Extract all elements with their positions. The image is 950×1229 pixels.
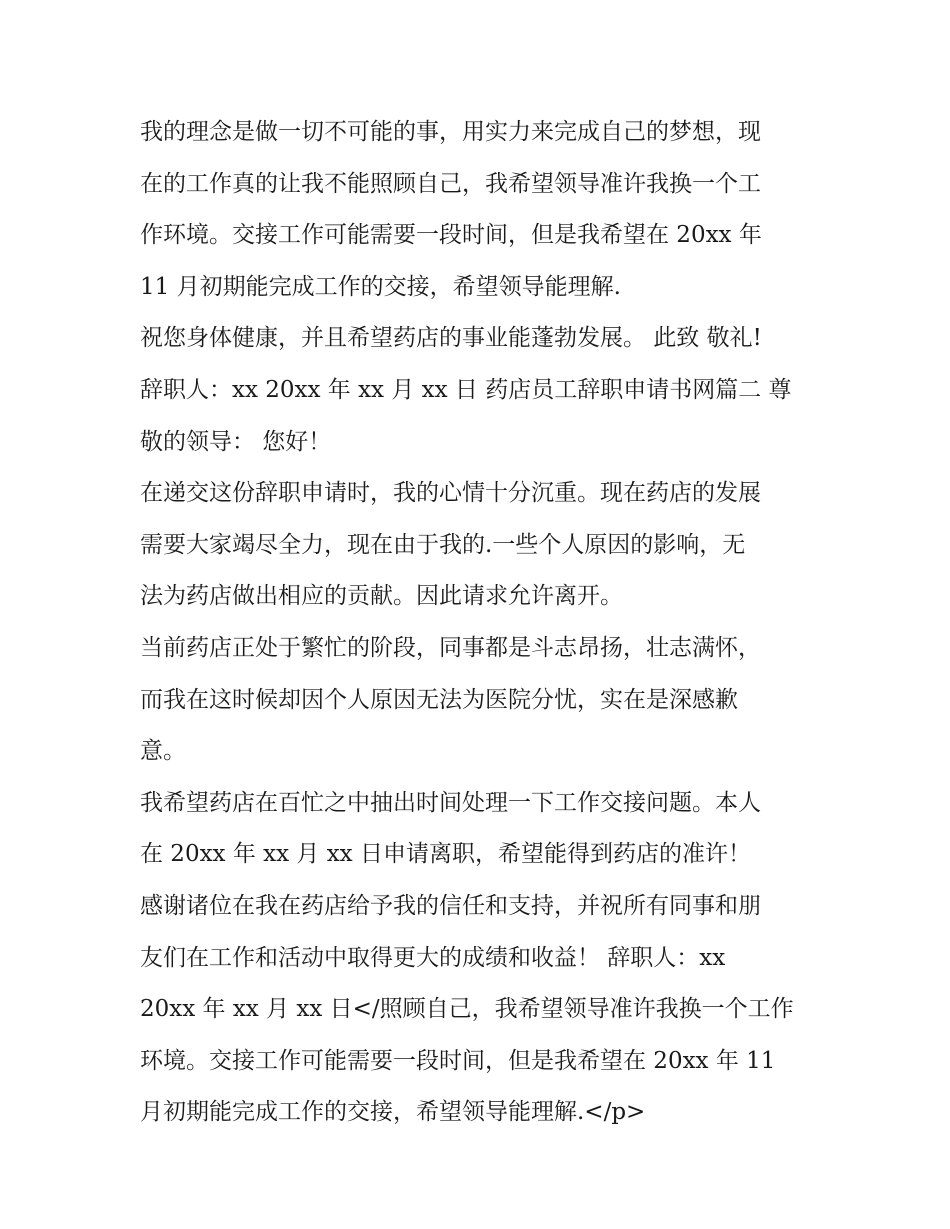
text-line: 而我在这时候却因个人原因无法为医院分忧，实在是深感歉 — [140, 686, 738, 713]
text-line: 20xx 年 xx 月 xx 日</照顾自己，我希望领导准许我换一个工作 — [140, 996, 794, 1023]
text-line: 感谢诸位在我在药店给予我的信任和支持，并祝所有同事和朋 — [140, 892, 761, 919]
document-body — [140, 107, 820, 1139]
text-line: 作环境。交接工作可能需要一段时间，但是我希望在 20xx 年 — [140, 222, 762, 249]
text-line: 友们在工作和活动中取得更大的成绩和收益！ 辞职人：xx — [140, 944, 726, 971]
text-line: 祝您身体健康，并且希望药店的事业能蓬勃发展。 此致 敬礼! — [140, 325, 762, 352]
text-line: 环境。交接工作可能需要一段时间，但是我希望在 20xx 年 11 — [140, 1047, 776, 1074]
text-line: 我的理念是做一切不可能的事，用实力来完成自己的梦想，现 — [140, 119, 761, 145]
text-line: 在递交这份辞职申请时，我的心情十分沉重。现在药店的发展 — [140, 480, 761, 507]
text-line: 在的工作真的让我不能照顾自己，我希望领导准许我换一个工 — [140, 170, 761, 197]
text-line: 意。 — [140, 738, 186, 765]
text-line: 辞职人：xx 20xx 年 xx 月 xx 日 药店员工辞职申请书网篇二 尊 — [140, 376, 792, 403]
text-line: 敬的领导： 您好！ — [140, 428, 332, 455]
text-line: 月初期能完成工作的交接，希望领导能理解.</p> — [140, 1099, 646, 1126]
text-line: 当前药店正处于繁忙的阶段，同事都是斗志昂扬，壮志满怀， — [140, 634, 761, 661]
text-line: 我希望药店在百忙之中抽出时间处理一下工作交接问题。本人 — [140, 789, 761, 816]
text-line: 法为药店做出相应的贡献。因此请求允许离开。 — [140, 583, 623, 610]
text-line: 需要大家竭尽全力，现在由于我的.一些个人原因的影响，无 — [140, 531, 746, 558]
text-line: 11 月初期能完成工作的交接，希望领导能理解. — [140, 273, 621, 300]
text-line: 在 20xx 年 xx 月 xx 日申请离职，希望能得到药店的准许！ — [140, 841, 751, 868]
